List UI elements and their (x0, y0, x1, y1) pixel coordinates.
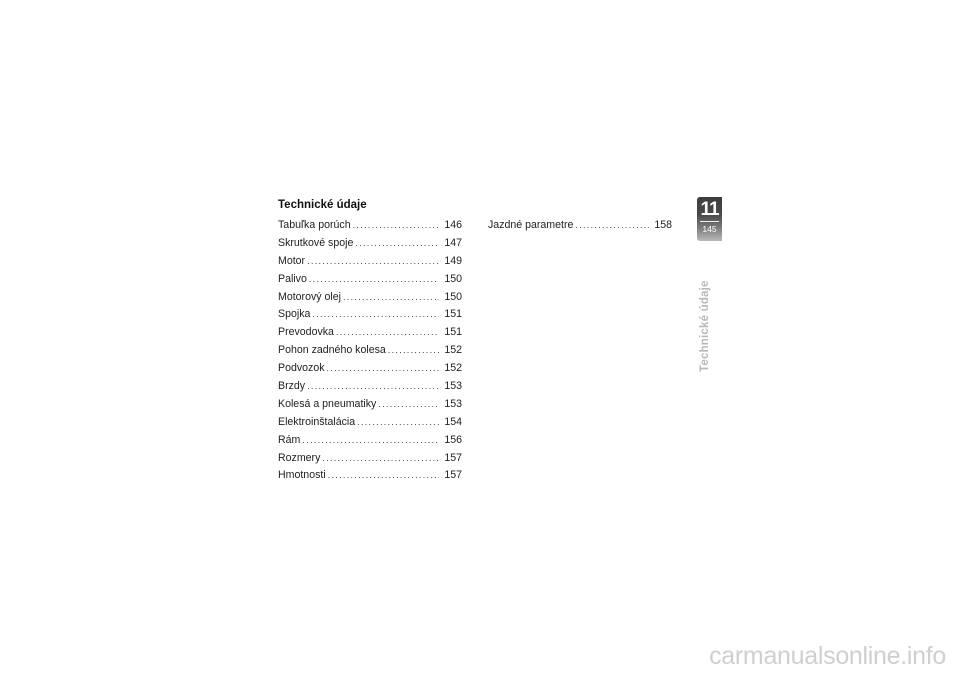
toc-entry-label: Palivo (278, 272, 307, 285)
toc-leader-dots (353, 217, 439, 235)
toc-entry-page: 153 (444, 380, 462, 393)
toc-entry-label: Rozmery (278, 451, 321, 464)
toc-entry-page: 152 (444, 344, 462, 357)
toc-entry-page: 157 (444, 451, 462, 464)
toc-entry-label: Rám (278, 433, 301, 446)
toc-leader-dots (322, 450, 439, 468)
toc-entry[interactable] (278, 253, 462, 271)
toc-entry-label: Podvozok (278, 362, 325, 375)
toc-entry-label: Kolesá a pneumatiky (278, 397, 377, 410)
toc-leader-dots (302, 432, 439, 450)
toc-entry[interactable] (278, 324, 462, 342)
toc-entry[interactable] (278, 396, 462, 414)
toc-leader-dots (336, 324, 439, 342)
toc-entry-label: Motor (278, 254, 306, 267)
toc-entry-label: Spojka (278, 308, 311, 321)
toc-leader-dots (388, 342, 439, 360)
toc-entry-page: 151 (444, 308, 462, 321)
toc-entry-label: Tabuľka porúch (278, 219, 351, 231)
toc-entry-label: Pohon zadného kolesa (278, 344, 386, 357)
toc-entry[interactable] (278, 235, 462, 253)
toc-entry[interactable] (278, 432, 462, 450)
toc-entry-label: Jazdné parametre (488, 219, 574, 231)
toc-list-right (488, 217, 672, 235)
toc-entry[interactable] (278, 289, 462, 307)
toc-leader-dots (327, 360, 439, 378)
toc-leader-dots (312, 306, 439, 324)
side-chapter-title: Technické údaje (699, 280, 711, 372)
toc-entry-label: Prevodovka (278, 326, 334, 339)
toc-entry[interactable] (278, 271, 462, 289)
toc-entry-page: 152 (444, 362, 462, 375)
toc-entry-page: 154 (444, 415, 462, 428)
toc-entry-label: Elektroinštalácia (278, 415, 356, 428)
toc-entry-page: 150 (444, 272, 462, 285)
toc-leader-dots (307, 378, 439, 396)
toc-entry[interactable] (278, 450, 462, 468)
chapter-tab (697, 197, 722, 241)
page-number: 145 (702, 224, 717, 234)
toc-leader-dots (343, 289, 439, 307)
toc-entry[interactable] (278, 342, 462, 360)
toc-leader-dots (378, 396, 439, 414)
toc-leader-dots (309, 271, 439, 289)
toc-entry-label: Hmotnosti (278, 469, 326, 482)
toc-entry[interactable] (278, 306, 462, 324)
toc-entry-page: 158 (654, 219, 672, 231)
toc-entry[interactable] (278, 217, 462, 235)
toc-entry[interactable] (278, 378, 462, 396)
chapter-number: 11 (700, 199, 719, 220)
toc-entry-page: 146 (444, 219, 462, 231)
watermark-text: carmanualsonline.info (709, 642, 946, 670)
toc-entry-page: 157 (444, 469, 462, 482)
chapter-divider (700, 221, 719, 222)
section-title: Technické údaje (278, 199, 367, 211)
toc-leader-dots (357, 414, 439, 432)
toc-entry-label: Brzdy (278, 380, 306, 393)
toc-entry[interactable] (278, 360, 462, 378)
toc-entry[interactable] (278, 467, 462, 485)
toc-entry[interactable] (488, 217, 672, 235)
toc-entry-page: 147 (444, 236, 462, 249)
toc-leader-dots (355, 235, 439, 253)
toc-entry-page: 153 (444, 397, 462, 410)
toc-entry-label: Motorový olej (278, 290, 341, 303)
toc-entry-label: Skrutkové spoje (278, 236, 354, 249)
toc-entry-page: 156 (444, 433, 462, 446)
toc-leader-dots (575, 217, 649, 235)
toc-entry-page: 151 (444, 326, 462, 339)
toc-leader-dots (328, 467, 439, 485)
toc-list-left (278, 217, 462, 485)
toc-entry-page: 149 (444, 254, 462, 267)
toc-entry[interactable] (278, 414, 462, 432)
toc-entry-page: 150 (444, 290, 462, 303)
toc-leader-dots (307, 253, 439, 271)
